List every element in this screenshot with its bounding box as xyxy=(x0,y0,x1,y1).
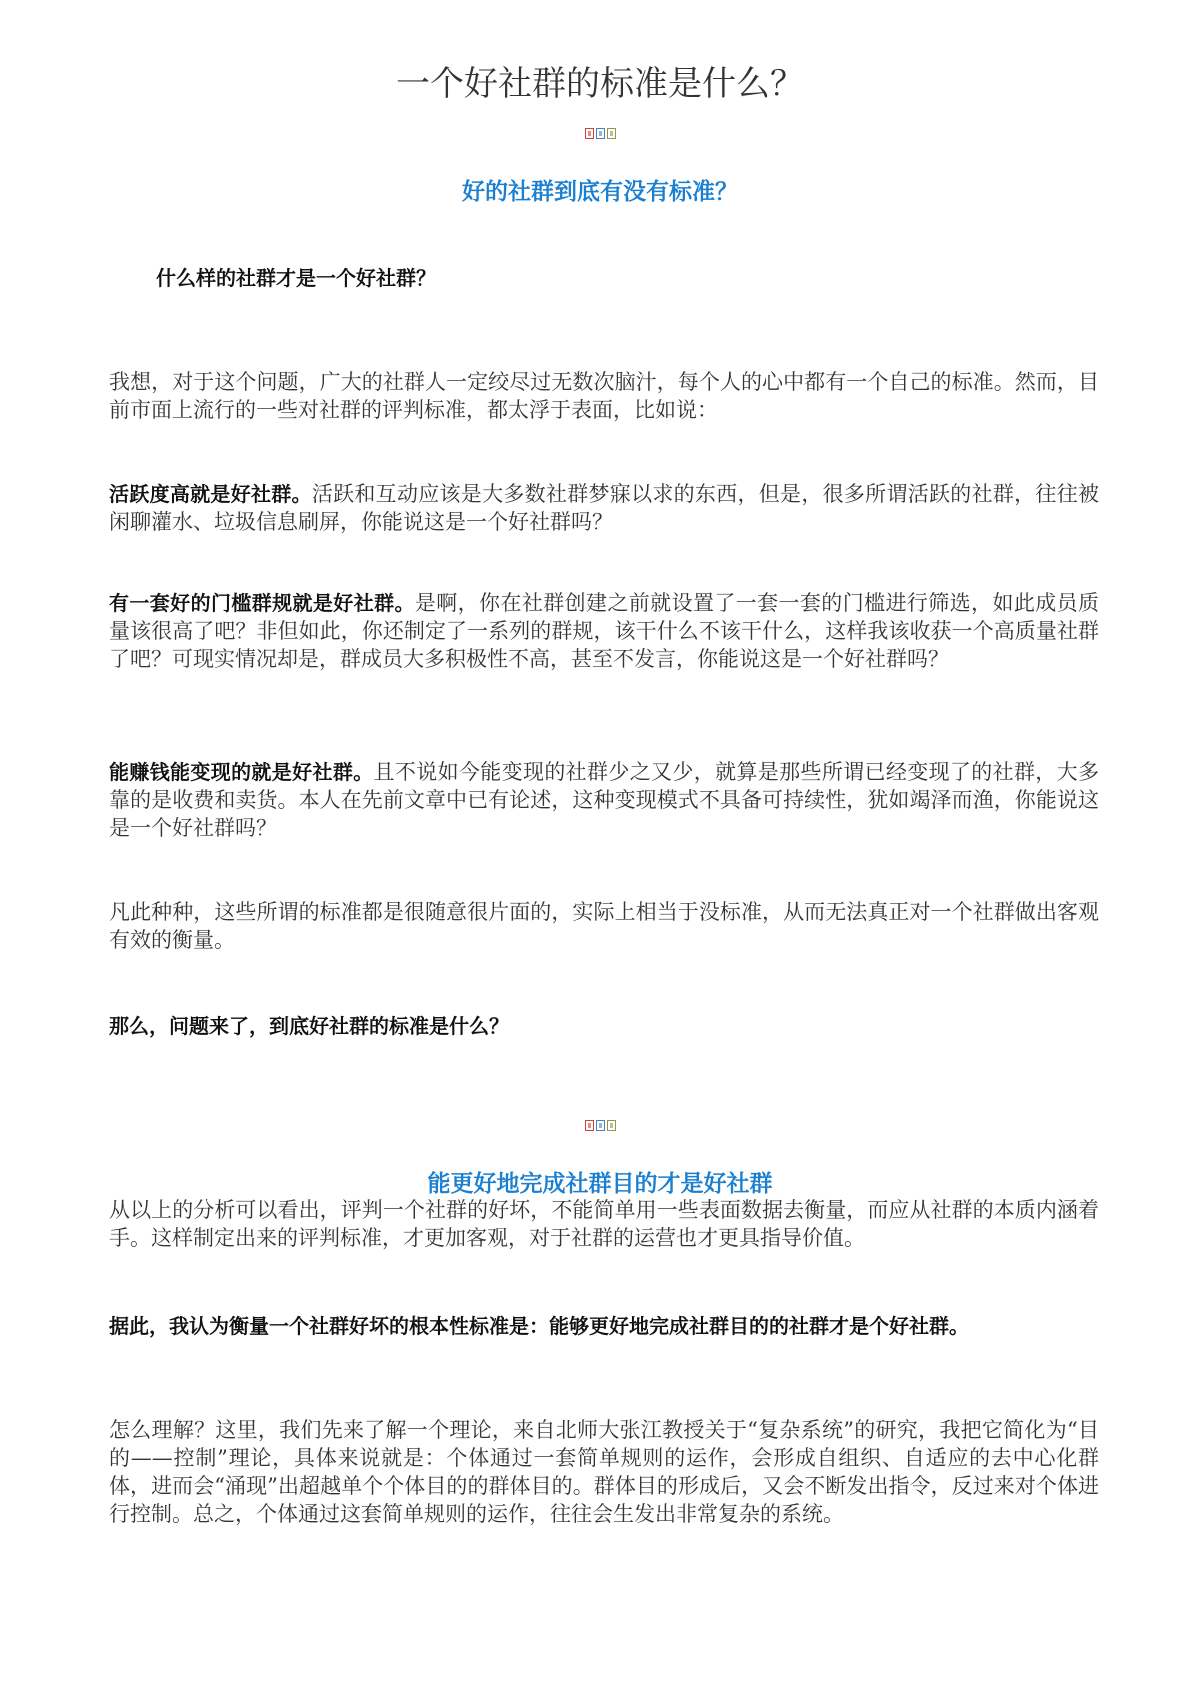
subheading: 什么样的社群才是一个好社群？ xyxy=(156,266,436,290)
point-lead: 活跃度高就是好社群。 xyxy=(109,482,312,506)
bold-question: 那么，问题来了，到底好社群的标准是什么？ xyxy=(109,1014,509,1038)
document-title: 一个好社群的标准是什么？ xyxy=(396,64,804,104)
point-lead: 能赚钱能变现的就是好社群。 xyxy=(109,760,374,784)
section-heading: 能更好地完成社群目的才是好社群 xyxy=(427,1171,773,1197)
broken-image-icon xyxy=(607,1120,616,1131)
bold-conclusion: 据此，我认为衡量一个社群好坏的根本性标准是：能够更好地完成社群目的的社群才是个好社群。 xyxy=(109,1314,969,1338)
paragraph: 从以上的分析可以看出，评判一个社群的好坏，不能简单用一些表面数据去衡量，而应从社群的本质内涵着手。这样制定出来的评判标准，才更加客观，对于社群的运营也才更具指导价值。 xyxy=(109,1198,1099,1250)
point-text: 是啊，你在社群创建之前就设置了一套一套的门槛进行筛选，如此成员质量该很高了吧？非但如此，你还制定了一系列的群规，该干什么不该干什么，这样我该收获一个高质量社群了吧？可现实情况却是，群成员大多积极性不高，甚至不发言，你能说这是一个好社群吗？ xyxy=(109,591,1100,671)
image-placeholder-icons xyxy=(0,128,1200,139)
paragraph: 我想，对于这个问题，广大的社群人一定绞尽过无数次脑汁，每个人的心中都有一个自己的标准。然而，目前市面上流行的一些对社群的评判标准，都太浮于表面，比如说： xyxy=(109,370,1099,422)
section-heading: 好的社群到底有没有标准？ xyxy=(462,179,738,205)
point-text: 且不说如今能变现的社群少之又少，就算是那些所谓已经变现了的社群，大多靠的是收费和卖货。本人在先前文章中已有论述，这种变现模式不具备可持续性，犹如竭泽而渔，你能说这是一个好社群吗？ xyxy=(109,760,1100,840)
image-placeholder-icons xyxy=(0,1120,1200,1131)
paragraph-point xyxy=(109,589,1099,673)
paragraph-point xyxy=(109,480,1099,536)
paragraph: 怎么理解？这里，我们先来了解一个理论，来自北师大张江教授关于“复杂系统”的研究，我把它简化为“目的——控制”理论，具体来说就是：个体通过一套简单规则的运作，会形成自组织、自适应的去中心化群体，进而会“涌现”出超越单个个体目的的群体目的。群体目的形成后，又会不断发出指令，反过来对个体进行控制。总之，个体通过这套简单规则的运作，往往会生发出非常复杂的系统。 xyxy=(109,1418,1099,1526)
point-text: 活跃和互动应该是大多数社群梦寐以求的东西，但是，很多所谓活跃的社群，往往被闲聊灌水、垃圾信息刷屏，你能说这是一个好社群吗？ xyxy=(109,482,1099,534)
paragraph-point xyxy=(109,758,1099,842)
broken-image-icon xyxy=(585,1120,594,1131)
broken-image-icon xyxy=(607,128,616,139)
broken-image-icon xyxy=(596,128,605,139)
broken-image-icon xyxy=(596,1120,605,1131)
broken-image-icon xyxy=(585,128,594,139)
paragraph: 凡此种种，这些所谓的标准都是很随意很片面的，实际上相当于没标准，从而无法真正对一个社群做出客观有效的衡量。 xyxy=(109,900,1099,952)
point-lead: 有一套好的门槛群规就是好社群。 xyxy=(109,591,415,615)
